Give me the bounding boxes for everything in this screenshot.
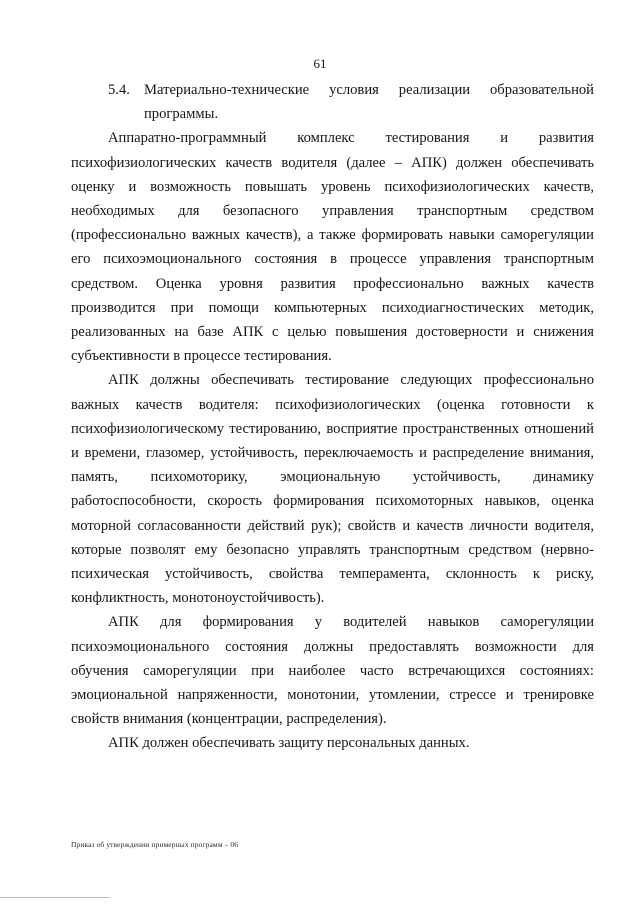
footer-note: Приказ об утверждении примерных программ – 06 [71, 840, 239, 849]
paragraph-4: АПК должен обеспечивать защиту персональных данных. [108, 735, 470, 752]
section-title: Материально-технические условия реализации образовательной программы. [144, 82, 594, 123]
section-heading [71, 78, 594, 126]
page-number: 61 [313, 56, 327, 71]
document-body [71, 78, 594, 756]
paragraph-1: Аппаратно-программный комплекс тестирования и развития психофизиологических качеств водителя (далее – АПК) должен обеспечивать оценку и возможность повышать уровень психофизиологических качеств, необходимых для безопасного управления транспортным средством (профессионально важных качеств), а также формировать навыки саморегуляции его психоэмоционального состояния в процессе управления транспортным средством. Оценка уровня развития профессионально важных качеств производится при помощи компьютерных психодиагностических методик, реализованных на базе АПК с целью повышения достоверности и снижения субъективности в процессе тестирования. [71, 130, 594, 365]
paragraph-2: АПК должны обеспечивать тестирование следующих профессионально важных качеств водителя: психофизиологических (оценка готовности к психофизиологическому тестированию, восприятие пространственных отношений и времени, глазомер, устойчивость, переключаемость и распределение внимания, память, психомоторику, эмоциональную устойчивость, динамику работоспособности, скорость формирования психомоторных навыков, оценка моторной согласованности действий рук); свойств и качеств личности водителя, которые позволят ему безопасно управлять транспортным средством (нервно-психическая устойчивость, свойства темперамента, склонность к риску, конфликтность, монотоноустойчивость). [71, 372, 594, 607]
paragraph-3: АПК для формирования у водителей навыков саморегуляции психоэмоционального состояния должны предоставлять возможности для обучения саморегуляции при наиболее часто встречающихся состояниях: эмоциональной напряженности, монотонии, утомлении, стрессе и тренировке свойств внимания (концентрации, распределения). [71, 614, 594, 728]
section-number: 5.4. [108, 82, 130, 98]
scan-artifact-line [0, 897, 110, 898]
